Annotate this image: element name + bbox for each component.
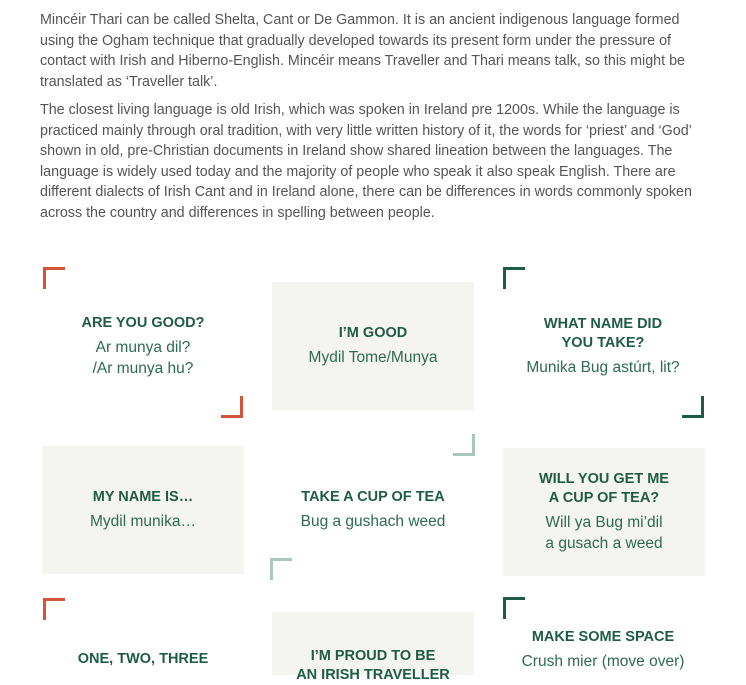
phrase-card-im-good <box>272 282 474 410</box>
corner-bracket-bottom-left <box>270 558 292 580</box>
phrase-translation: Munika Bug astúrt, lit? <box>526 358 680 376</box>
phrase-title: ARE YOU GOOD? <box>81 314 205 331</box>
phrase-translation: Will ya Bug mi’dil a gusach a weed <box>545 514 663 552</box>
phrase-title: WHAT NAME DID YOU TAKE? <box>543 315 663 351</box>
phrase-title: I’M PROUD TO BE AN IRISH TRAVELLER <box>296 648 450 683</box>
phrase-card-one-two-three <box>42 650 244 672</box>
phrase-title: ONE, TWO, THREE <box>77 650 209 667</box>
phrase-translation: Bug a gushach weed <box>300 513 446 530</box>
phrase-title: TAKE A CUP OF TEA <box>301 489 445 505</box>
phrase-translation: Ar munya dil? /Ar munya hu? <box>92 338 194 377</box>
phrase-title: I’M GOOD <box>338 325 408 341</box>
phrase-title: WILL YOU GET ME A CUP OF TEA? <box>539 471 669 506</box>
phrase-card-take-a-cup <box>272 446 474 574</box>
phrase-title: MAKE SOME SPACE <box>531 629 675 645</box>
phrase-card-make-some-space <box>502 628 704 675</box>
phrase-card-my-name-is <box>42 446 244 574</box>
phrase-translation: Mydil munika… <box>90 513 196 530</box>
phrase-translation: Mydil Tome/Munya <box>308 349 438 366</box>
phrase-title: MY NAME IS… <box>92 489 194 505</box>
phrase-card-will-you-get-me <box>503 448 705 576</box>
phrase-translation: Crush mier (move over) <box>521 653 685 670</box>
phrase-card-are-you-good <box>42 282 244 410</box>
phrase-card-proud-traveller <box>272 612 474 683</box>
intro-text <box>40 10 706 231</box>
corner-bracket-top-left <box>503 597 525 619</box>
corner-bracket-bottom-right <box>682 396 704 418</box>
corner-bracket-bottom-right <box>221 396 243 418</box>
intro-paragraph-2: The closest living language is old Irish, which was spoken in Ireland pre 1200s. While the language is practiced mainly through oral tradition, with very little written history of it, the words for ‘priest’ and ‘God’ shown in old, pre-Christian documents in Ireland show shared lineation between the languages. The language is widely used today and the majority of people who speak it also speak English. There are different dialects of Irish Cant and in Ireland alone, there can be differences in words commonly spoken across the country and differences in spelling between people. <box>40 102 692 221</box>
corner-bracket-top-left <box>43 598 65 620</box>
phrase-card-what-name <box>502 282 704 410</box>
intro-paragraph-1: Mincéir Thari can be called Shelta, Cant or De Gammon. It is an ancient indigenous language formed using the Ogham technique that gradually developed towards its present form under the pressure of contact with Irish and Hiberno-English. Mincéir means Traveller and Thari means talk, so this might be translated as ‘Traveller talk’. <box>40 12 685 90</box>
